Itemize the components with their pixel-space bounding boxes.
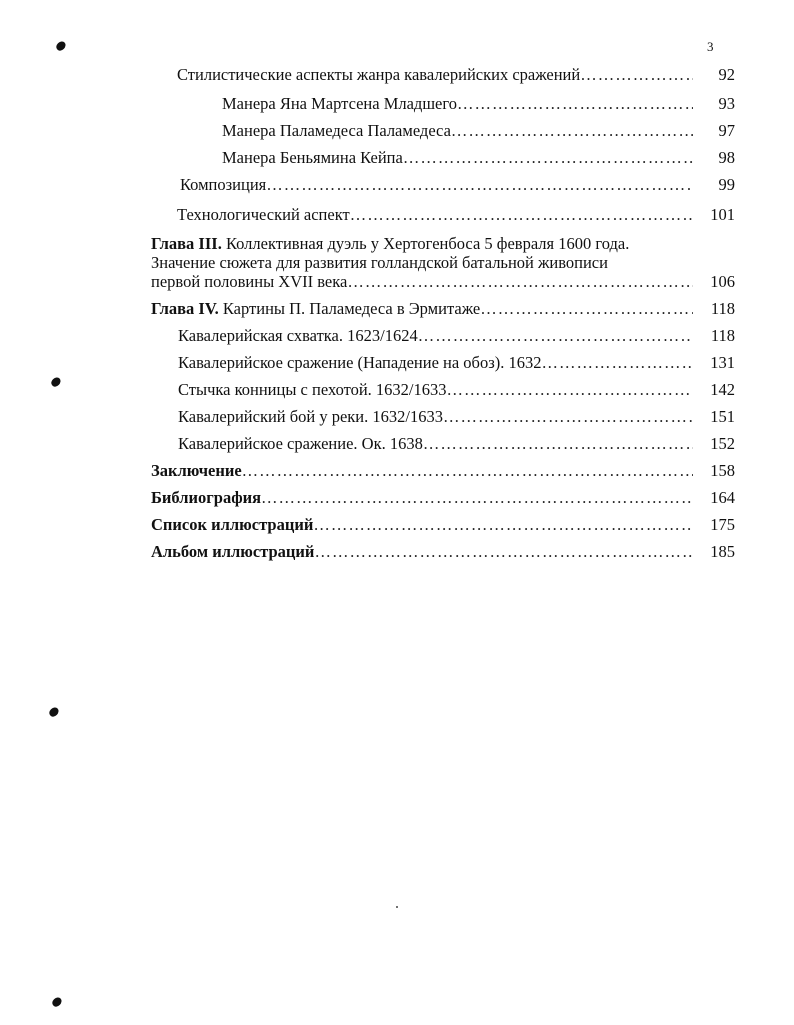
scan-speck <box>396 906 398 908</box>
toc-leader <box>480 299 693 319</box>
toc-title <box>151 299 480 319</box>
page-number: 3 <box>707 39 714 54</box>
toc-page: 99 <box>718 175 735 194</box>
toc-page: 142 <box>710 380 735 399</box>
toc-leader <box>447 380 693 400</box>
toc-title: Кавалерийский бой у реки. 1632/1633 <box>178 407 443 426</box>
chapter-4-title: Картины П. Паламедеса в Эрмитаже <box>218 299 481 318</box>
toc-leader <box>266 175 693 195</box>
toc-leader <box>313 515 693 535</box>
toc-page: 175 <box>710 515 735 534</box>
toc-page: 93 <box>718 94 735 113</box>
chapter-3-prefix: Глава III. <box>151 234 222 253</box>
toc-page: 131 <box>710 353 735 372</box>
chapter-3-title: Коллективная дуэль у Хертогенбоса 5 февраля 1600 года. <box>221 234 630 253</box>
toc-title: Список иллюстраций <box>151 515 314 534</box>
binder-punch-mark <box>48 706 61 719</box>
chapter-3-line-1 <box>151 234 735 253</box>
toc-entry-skirmish <box>178 326 735 346</box>
toc-leader <box>443 407 693 427</box>
chapter-4-prefix: Глава IV. <box>151 299 219 318</box>
toc-page: 97 <box>718 121 735 140</box>
toc-leader <box>350 205 693 225</box>
toc-title: Кавалерийское сражение (Нападение на обоз). 1632 <box>178 353 542 372</box>
toc-title: Заключение <box>151 461 242 480</box>
toc-entry-battle-1638 <box>178 434 735 454</box>
toc-page: 152 <box>710 434 735 453</box>
toc-entry-bibliography <box>151 488 735 508</box>
toc-leader <box>451 121 693 141</box>
toc-leader <box>314 542 693 562</box>
toc-entry-attack <box>178 353 735 373</box>
toc-page: 185 <box>710 542 735 561</box>
toc-entry-river <box>178 407 735 427</box>
toc-entry-manner-palamedes <box>222 121 735 141</box>
toc-leader <box>580 65 693 85</box>
toc-title: Кавалерийское сражение. Ок. 1638 <box>178 434 423 453</box>
binder-punch-mark <box>51 996 64 1009</box>
toc-leader <box>403 148 693 168</box>
toc-entry-manner-molenaer <box>222 94 735 114</box>
chapter-3-line-2: Значение сюжета для развития голландской батальной живописи <box>151 253 608 272</box>
chapter-3-line-3 <box>151 272 735 291</box>
binder-punch-mark <box>50 376 63 389</box>
toc-page: 98 <box>718 148 735 167</box>
toc-leader <box>541 353 693 373</box>
toc-title: Библиография <box>151 488 262 507</box>
toc-title: Манера Яна Мартсена Младшего <box>222 94 457 113</box>
toc-leader <box>423 434 693 454</box>
toc-title: Кавалерийская схватка. 1623/1624 <box>178 326 418 345</box>
toc-entry-album <box>151 542 735 562</box>
toc-leader <box>457 94 693 114</box>
toc-leader <box>261 488 693 508</box>
toc-page: 92 <box>718 65 735 84</box>
toc-entry-manner-cuyp <box>222 148 735 168</box>
binder-punch-mark <box>55 40 68 53</box>
toc-entry-illustrations-list <box>151 515 735 535</box>
toc-title: Манера Беньямина Кейпа <box>222 148 403 167</box>
toc-entry-conclusion <box>151 461 735 481</box>
toc-entry-technological <box>177 205 735 225</box>
toc-leader <box>418 326 693 346</box>
toc-title: Альбом иллюстраций <box>151 542 315 561</box>
toc-page: 118 <box>710 326 735 345</box>
toc-page: 164 <box>710 488 735 507</box>
toc-page: 101 <box>710 205 735 224</box>
toc-title: Манера Паламедеса Паламедеса <box>222 121 451 140</box>
toc-title: Композиция <box>180 175 267 194</box>
toc-page: 106 <box>710 272 735 291</box>
toc-page: 118 <box>710 299 735 318</box>
toc-title: Стычка конницы с пехотой. 1632/1633 <box>178 380 447 399</box>
toc-entry-chapter-3 <box>151 234 735 291</box>
toc-entry-chapter-4 <box>151 299 735 319</box>
toc-entry-stylistic <box>177 65 735 85</box>
toc-leader <box>242 461 693 481</box>
toc-page: 151 <box>710 407 735 426</box>
toc-entry-clash <box>178 380 735 400</box>
toc-title: Технологический аспект <box>177 205 350 224</box>
toc-entry-composition <box>180 175 735 195</box>
toc-title: Стилистические аспекты жанра кавалерийских сражений <box>177 65 581 84</box>
toc-page: 158 <box>710 461 735 480</box>
toc-leader <box>347 272 693 291</box>
toc-title: первой половины XVII века <box>151 272 348 291</box>
